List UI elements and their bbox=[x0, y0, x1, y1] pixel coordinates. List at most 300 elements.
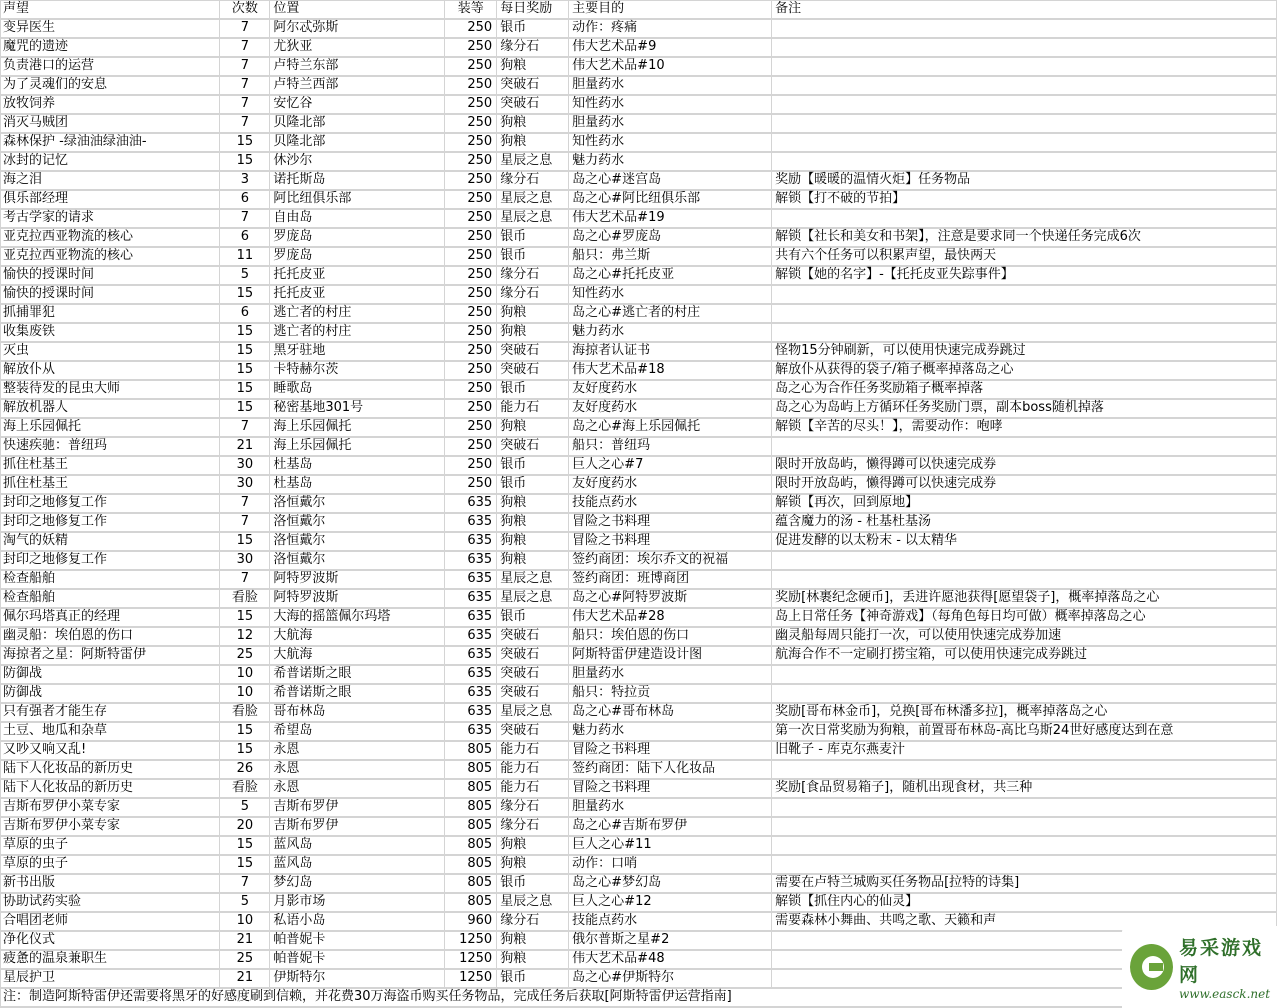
cell-remarks[interactable]: 蕴含魔力的汤 - 杜基杜基汤 bbox=[772, 513, 1277, 532]
cell-reputation[interactable]: 佩尔玛塔真正的经理 bbox=[0, 608, 220, 627]
cell-count[interactable]: 7 bbox=[220, 874, 270, 893]
cell-location[interactable]: 永恩 bbox=[270, 741, 445, 760]
cell-main-purpose[interactable]: 冒险之书料理 bbox=[569, 741, 772, 760]
cell-location[interactable]: 黑牙驻地 bbox=[270, 342, 445, 361]
cell-main-purpose[interactable]: 魅力药水 bbox=[569, 323, 772, 342]
cell-location[interactable]: 贝隆北部 bbox=[270, 133, 445, 152]
cell-count[interactable]: 15 bbox=[220, 608, 270, 627]
cell-remarks[interactable] bbox=[772, 152, 1277, 171]
cell-main-purpose[interactable]: 友好度药水 bbox=[569, 399, 772, 418]
header-cell-item-level[interactable]: 装等 bbox=[445, 0, 497, 19]
cell-item-level[interactable]: 250 bbox=[445, 133, 497, 152]
cell-item-level[interactable]: 250 bbox=[445, 342, 497, 361]
cell-item-level[interactable]: 250 bbox=[445, 323, 497, 342]
cell-item-level[interactable]: 250 bbox=[445, 285, 497, 304]
cell-daily-reward[interactable]: 狗粮 bbox=[497, 551, 569, 570]
cell-count[interactable]: 7 bbox=[220, 57, 270, 76]
cell-remarks[interactable]: 限时开放岛屿，懒得蹲可以快速完成券 bbox=[772, 456, 1277, 475]
cell-location[interactable]: 永恩 bbox=[270, 760, 445, 779]
cell-main-purpose[interactable]: 阿斯特雷伊建造设计图 bbox=[569, 646, 772, 665]
cell-reputation[interactable]: 疲惫的温泉兼职生 bbox=[0, 950, 220, 969]
cell-item-level[interactable]: 250 bbox=[445, 266, 497, 285]
cell-count[interactable]: 15 bbox=[220, 380, 270, 399]
cell-main-purpose[interactable]: 动作：口哨 bbox=[569, 855, 772, 874]
cell-reputation[interactable]: 愉快的授课时间 bbox=[0, 285, 220, 304]
cell-count[interactable]: 6 bbox=[220, 190, 270, 209]
cell-item-level[interactable]: 250 bbox=[445, 209, 497, 228]
cell-reputation[interactable]: 新书出版 bbox=[0, 874, 220, 893]
cell-main-purpose[interactable]: 冒险之书料理 bbox=[569, 779, 772, 798]
cell-daily-reward[interactable]: 狗粮 bbox=[497, 114, 569, 133]
cell-daily-reward[interactable]: 银币 bbox=[497, 380, 569, 399]
cell-item-level[interactable]: 635 bbox=[445, 589, 497, 608]
cell-daily-reward[interactable]: 缘分石 bbox=[497, 912, 569, 931]
cell-count[interactable]: 3 bbox=[220, 171, 270, 190]
cell-count[interactable]: 26 bbox=[220, 760, 270, 779]
cell-remarks[interactable]: 解锁【抓住内心的仙灵】 bbox=[772, 893, 1277, 912]
cell-count[interactable]: 15 bbox=[220, 855, 270, 874]
cell-reputation[interactable]: 淘气的妖精 bbox=[0, 532, 220, 551]
cell-reputation[interactable]: 陆下人化妆品的新历史 bbox=[0, 779, 220, 798]
cell-main-purpose[interactable]: 岛之心#托托皮亚 bbox=[569, 266, 772, 285]
cell-reputation[interactable]: 只有强者才能生存 bbox=[0, 703, 220, 722]
cell-count[interactable]: 15 bbox=[220, 532, 270, 551]
cell-reputation[interactable]: 抓住杜基王 bbox=[0, 456, 220, 475]
cell-remarks[interactable]: 限时开放岛屿，懒得蹲可以快速完成券 bbox=[772, 475, 1277, 494]
cell-reputation[interactable]: 又吵又响又乱! bbox=[0, 741, 220, 760]
cell-reputation[interactable]: 抓捕罪犯 bbox=[0, 304, 220, 323]
cell-daily-reward[interactable]: 缘分石 bbox=[497, 798, 569, 817]
cell-count[interactable]: 21 bbox=[220, 437, 270, 456]
cell-daily-reward[interactable]: 能力石 bbox=[497, 779, 569, 798]
cell-main-purpose[interactable]: 岛之心#阿特罗波斯 bbox=[569, 589, 772, 608]
cell-count[interactable]: 15 bbox=[220, 323, 270, 342]
cell-location[interactable]: 阿比纽俱乐部 bbox=[270, 190, 445, 209]
cell-remarks[interactable]: 奖励【暖暖的温情火炬】任务物品 bbox=[772, 171, 1277, 190]
cell-daily-reward[interactable]: 狗粮 bbox=[497, 855, 569, 874]
cell-location[interactable]: 海上乐园佩托 bbox=[270, 418, 445, 437]
cell-location[interactable]: 永恩 bbox=[270, 779, 445, 798]
cell-item-level[interactable]: 805 bbox=[445, 893, 497, 912]
cell-count[interactable]: 7 bbox=[220, 418, 270, 437]
cell-reputation[interactable]: 草原的虫子 bbox=[0, 836, 220, 855]
cell-main-purpose[interactable]: 胆量药水 bbox=[569, 76, 772, 95]
cell-main-purpose[interactable]: 船只：特拉贡 bbox=[569, 684, 772, 703]
cell-reputation[interactable]: 亚克拉西亚物流的核心 bbox=[0, 247, 220, 266]
cell-main-purpose[interactable]: 知性药水 bbox=[569, 133, 772, 152]
cell-daily-reward[interactable]: 能力石 bbox=[497, 399, 569, 418]
cell-daily-reward[interactable]: 缘分石 bbox=[497, 285, 569, 304]
cell-item-level[interactable]: 805 bbox=[445, 817, 497, 836]
cell-daily-reward[interactable]: 狗粮 bbox=[497, 323, 569, 342]
cell-item-level[interactable]: 635 bbox=[445, 532, 497, 551]
cell-reputation[interactable]: 海上乐园佩托 bbox=[0, 418, 220, 437]
cell-item-level[interactable]: 805 bbox=[445, 779, 497, 798]
cell-reputation[interactable]: 吉斯布罗伊小菜专家 bbox=[0, 798, 220, 817]
cell-count[interactable]: 15 bbox=[220, 133, 270, 152]
cell-reputation[interactable]: 俱乐部经理 bbox=[0, 190, 220, 209]
cell-remarks[interactable]: 需要在卢特兰城购买任务物品[拉特的诗集] bbox=[772, 874, 1277, 893]
cell-location[interactable]: 蓝风岛 bbox=[270, 836, 445, 855]
cell-main-purpose[interactable]: 巨人之心#12 bbox=[569, 893, 772, 912]
cell-item-level[interactable]: 805 bbox=[445, 798, 497, 817]
cell-location[interactable]: 秘密基地301号 bbox=[270, 399, 445, 418]
cell-main-purpose[interactable]: 胆量药水 bbox=[569, 798, 772, 817]
cell-item-level[interactable]: 250 bbox=[445, 418, 497, 437]
cell-item-level[interactable]: 250 bbox=[445, 19, 497, 38]
cell-reputation[interactable]: 快速疾驰：普纽玛 bbox=[0, 437, 220, 456]
cell-main-purpose[interactable]: 岛之心#伊斯特尔 bbox=[569, 969, 772, 988]
cell-location[interactable]: 大航海 bbox=[270, 627, 445, 646]
cell-location[interactable]: 卢特兰西部 bbox=[270, 76, 445, 95]
cell-location[interactable]: 蓝风岛 bbox=[270, 855, 445, 874]
cell-location[interactable]: 帕普妮卡 bbox=[270, 931, 445, 950]
cell-count[interactable]: 15 bbox=[220, 361, 270, 380]
cell-reputation[interactable]: 为了灵魂们的安息 bbox=[0, 76, 220, 95]
cell-remarks[interactable]: 第一次日常奖励为狗粮，前置哥布林岛-高比乌斯24世好感度达到在意 bbox=[772, 722, 1277, 741]
cell-daily-reward[interactable]: 突破石 bbox=[497, 684, 569, 703]
cell-main-purpose[interactable]: 知性药水 bbox=[569, 95, 772, 114]
cell-reputation[interactable]: 解放仆从 bbox=[0, 361, 220, 380]
cell-location[interactable]: 洛恒戴尔 bbox=[270, 513, 445, 532]
cell-count[interactable]: 21 bbox=[220, 969, 270, 988]
cell-daily-reward[interactable]: 星辰之息 bbox=[497, 893, 569, 912]
cell-reputation[interactable]: 抓住杜基王 bbox=[0, 475, 220, 494]
cell-main-purpose[interactable]: 冒险之书料理 bbox=[569, 513, 772, 532]
cell-item-level[interactable]: 250 bbox=[445, 57, 497, 76]
cell-count[interactable]: 30 bbox=[220, 551, 270, 570]
cell-location[interactable]: 大航海 bbox=[270, 646, 445, 665]
cell-daily-reward[interactable]: 星辰之息 bbox=[497, 190, 569, 209]
cell-daily-reward[interactable]: 银币 bbox=[497, 475, 569, 494]
cell-remarks[interactable] bbox=[772, 817, 1277, 836]
cell-daily-reward[interactable]: 突破石 bbox=[497, 722, 569, 741]
cell-daily-reward[interactable]: 狗粮 bbox=[497, 836, 569, 855]
cell-count[interactable]: 15 bbox=[220, 399, 270, 418]
cell-remarks[interactable] bbox=[772, 76, 1277, 95]
cell-count[interactable]: 15 bbox=[220, 741, 270, 760]
cell-item-level[interactable]: 250 bbox=[445, 171, 497, 190]
cell-remarks[interactable]: 岛上日常任务【神奇游戏】（每角色每日均可做）概率掉落岛之心 bbox=[772, 608, 1277, 627]
cell-item-level[interactable]: 635 bbox=[445, 703, 497, 722]
cell-main-purpose[interactable]: 伟大艺术品#9 bbox=[569, 38, 772, 57]
cell-location[interactable]: 吉斯布罗伊 bbox=[270, 798, 445, 817]
cell-item-level[interactable]: 250 bbox=[445, 456, 497, 475]
cell-main-purpose[interactable]: 伟大艺术品#28 bbox=[569, 608, 772, 627]
cell-count[interactable]: 7 bbox=[220, 513, 270, 532]
cell-count[interactable]: 6 bbox=[220, 228, 270, 247]
cell-count[interactable]: 25 bbox=[220, 646, 270, 665]
cell-count[interactable]: 看脸 bbox=[220, 703, 270, 722]
cell-main-purpose[interactable]: 伟大艺术品#10 bbox=[569, 57, 772, 76]
cell-count[interactable]: 12 bbox=[220, 627, 270, 646]
cell-main-purpose[interactable]: 魅力药水 bbox=[569, 152, 772, 171]
cell-daily-reward[interactable]: 银币 bbox=[497, 969, 569, 988]
cell-remarks[interactable] bbox=[772, 209, 1277, 228]
cell-daily-reward[interactable]: 狗粮 bbox=[497, 532, 569, 551]
cell-daily-reward[interactable]: 缘分石 bbox=[497, 171, 569, 190]
cell-count[interactable]: 30 bbox=[220, 456, 270, 475]
cell-remarks[interactable] bbox=[772, 285, 1277, 304]
cell-remarks[interactable] bbox=[772, 95, 1277, 114]
cell-count[interactable]: 7 bbox=[220, 38, 270, 57]
cell-main-purpose[interactable]: 岛之心#迷宫岛 bbox=[569, 171, 772, 190]
cell-item-level[interactable]: 250 bbox=[445, 114, 497, 133]
cell-remarks[interactable]: 奖励[哥布林金币]，兑换[哥布林潘多拉]，概率掉落岛之心 bbox=[772, 703, 1277, 722]
cell-location[interactable]: 希普诺斯之眼 bbox=[270, 684, 445, 703]
cell-item-level[interactable]: 250 bbox=[445, 190, 497, 209]
cell-location[interactable]: 睡歌岛 bbox=[270, 380, 445, 399]
cell-daily-reward[interactable]: 突破石 bbox=[497, 342, 569, 361]
cell-count[interactable]: 10 bbox=[220, 684, 270, 703]
cell-item-level[interactable]: 805 bbox=[445, 741, 497, 760]
cell-main-purpose[interactable]: 友好度药水 bbox=[569, 475, 772, 494]
cell-main-purpose[interactable]: 胆量药水 bbox=[569, 665, 772, 684]
cell-location[interactable]: 卢特兰东部 bbox=[270, 57, 445, 76]
cell-location[interactable]: 伊斯特尔 bbox=[270, 969, 445, 988]
cell-location[interactable]: 罗庞岛 bbox=[270, 228, 445, 247]
cell-remarks[interactable] bbox=[772, 19, 1277, 38]
cell-count[interactable]: 5 bbox=[220, 798, 270, 817]
cell-count[interactable]: 11 bbox=[220, 247, 270, 266]
cell-location[interactable]: 哥布林岛 bbox=[270, 703, 445, 722]
cell-item-level[interactable]: 805 bbox=[445, 836, 497, 855]
cell-remarks[interactable]: 岛之心为合作任务奖励箱子概率掉落 bbox=[772, 380, 1277, 399]
cell-main-purpose[interactable]: 岛之心#哥布林岛 bbox=[569, 703, 772, 722]
cell-daily-reward[interactable]: 缘分石 bbox=[497, 817, 569, 836]
cell-reputation[interactable]: 草原的虫子 bbox=[0, 855, 220, 874]
cell-reputation[interactable]: 封印之地修复工作 bbox=[0, 551, 220, 570]
cell-reputation[interactable]: 封印之地修复工作 bbox=[0, 513, 220, 532]
cell-reputation[interactable]: 魔咒的遗迹 bbox=[0, 38, 220, 57]
cell-remarks[interactable] bbox=[772, 304, 1277, 323]
cell-location[interactable]: 安忆谷 bbox=[270, 95, 445, 114]
cell-remarks[interactable]: 需要森林小舞曲、共鸣之歌、天籁和声 bbox=[772, 912, 1277, 931]
cell-count[interactable]: 30 bbox=[220, 475, 270, 494]
cell-count[interactable]: 20 bbox=[220, 817, 270, 836]
cell-remarks[interactable] bbox=[772, 665, 1277, 684]
cell-daily-reward[interactable]: 突破石 bbox=[497, 437, 569, 456]
cell-main-purpose[interactable]: 岛之心#罗庞岛 bbox=[569, 228, 772, 247]
cell-reputation[interactable]: 整装待发的昆虫大师 bbox=[0, 380, 220, 399]
cell-count[interactable]: 10 bbox=[220, 912, 270, 931]
cell-location[interactable]: 自由岛 bbox=[270, 209, 445, 228]
cell-remarks[interactable] bbox=[772, 836, 1277, 855]
cell-daily-reward[interactable]: 缘分石 bbox=[497, 266, 569, 285]
cell-main-purpose[interactable]: 岛之心#逃亡者的村庄 bbox=[569, 304, 772, 323]
cell-location[interactable]: 吉斯布罗伊 bbox=[270, 817, 445, 836]
cell-daily-reward[interactable]: 银币 bbox=[497, 456, 569, 475]
cell-main-purpose[interactable]: 友好度药水 bbox=[569, 380, 772, 399]
cell-count[interactable]: 25 bbox=[220, 950, 270, 969]
cell-location[interactable]: 帕普妮卡 bbox=[270, 950, 445, 969]
cell-daily-reward[interactable]: 能力石 bbox=[497, 760, 569, 779]
cell-location[interactable]: 杜基岛 bbox=[270, 475, 445, 494]
header-cell-location[interactable]: 位置 bbox=[270, 0, 445, 19]
cell-daily-reward[interactable]: 缘分石 bbox=[497, 38, 569, 57]
header-cell-daily-reward[interactable]: 每日奖励 bbox=[497, 0, 569, 19]
cell-remarks[interactable]: 解锁【辛苦的尽头！】，需要动作：咆哮 bbox=[772, 418, 1277, 437]
cell-daily-reward[interactable]: 狗粮 bbox=[497, 950, 569, 969]
cell-count[interactable]: 7 bbox=[220, 114, 270, 133]
cell-reputation[interactable]: 森林保护 -绿油油绿油油- bbox=[0, 133, 220, 152]
cell-reputation[interactable]: 愉快的授课时间 bbox=[0, 266, 220, 285]
cell-item-level[interactable]: 250 bbox=[445, 437, 497, 456]
cell-main-purpose[interactable]: 船只：埃伯恩的伤口 bbox=[569, 627, 772, 646]
cell-reputation[interactable]: 放牧饲养 bbox=[0, 95, 220, 114]
cell-daily-reward[interactable]: 突破石 bbox=[497, 665, 569, 684]
cell-main-purpose[interactable]: 岛之心#阿比纽俱乐部 bbox=[569, 190, 772, 209]
cell-item-level[interactable]: 250 bbox=[445, 361, 497, 380]
cell-daily-reward[interactable]: 狗粮 bbox=[497, 494, 569, 513]
cell-remarks[interactable]: 解锁【她的名字】-【托托皮亚失踪事件】 bbox=[772, 266, 1277, 285]
cell-remarks[interactable] bbox=[772, 684, 1277, 703]
cell-item-level[interactable]: 635 bbox=[445, 627, 497, 646]
header-cell-main-purpose[interactable]: 主要目的 bbox=[569, 0, 772, 19]
cell-daily-reward[interactable]: 银币 bbox=[497, 247, 569, 266]
cell-count[interactable]: 7 bbox=[220, 19, 270, 38]
cell-main-purpose[interactable]: 胆量药水 bbox=[569, 114, 772, 133]
cell-remarks[interactable]: 解锁【社长和美女和书架】，注意是要求同一个快递任务完成6次 bbox=[772, 228, 1277, 247]
cell-reputation[interactable]: 变异医生 bbox=[0, 19, 220, 38]
cell-main-purpose[interactable]: 知性药水 bbox=[569, 285, 772, 304]
cell-count[interactable]: 15 bbox=[220, 285, 270, 304]
cell-count[interactable]: 15 bbox=[220, 152, 270, 171]
cell-count[interactable]: 看脸 bbox=[220, 589, 270, 608]
cell-reputation[interactable]: 检查船舶 bbox=[0, 589, 220, 608]
cell-daily-reward[interactable]: 银币 bbox=[497, 228, 569, 247]
cell-item-level[interactable]: 805 bbox=[445, 874, 497, 893]
cell-remarks[interactable] bbox=[772, 133, 1277, 152]
cell-daily-reward[interactable]: 突破石 bbox=[497, 76, 569, 95]
cell-main-purpose[interactable]: 巨人之心#11 bbox=[569, 836, 772, 855]
cell-item-level[interactable]: 250 bbox=[445, 38, 497, 57]
cell-reputation[interactable]: 亚克拉西亚物流的核心 bbox=[0, 228, 220, 247]
cell-location[interactable]: 希望岛 bbox=[270, 722, 445, 741]
cell-reputation[interactable]: 合唱团老师 bbox=[0, 912, 220, 931]
cell-item-level[interactable]: 635 bbox=[445, 608, 497, 627]
cell-daily-reward[interactable]: 银币 bbox=[497, 874, 569, 893]
cell-item-level[interactable]: 250 bbox=[445, 247, 497, 266]
cell-main-purpose[interactable]: 巨人之心#7 bbox=[569, 456, 772, 475]
cell-item-level[interactable]: 635 bbox=[445, 722, 497, 741]
cell-count[interactable]: 7 bbox=[220, 76, 270, 95]
cell-location[interactable]: 尤狄亚 bbox=[270, 38, 445, 57]
cell-remarks[interactable] bbox=[772, 798, 1277, 817]
cell-main-purpose[interactable]: 动作：疼痛 bbox=[569, 19, 772, 38]
cell-item-level[interactable]: 635 bbox=[445, 646, 497, 665]
cell-main-purpose[interactable]: 冒险之书料理 bbox=[569, 532, 772, 551]
cell-item-level[interactable]: 805 bbox=[445, 760, 497, 779]
cell-location[interactable]: 逃亡者的村庄 bbox=[270, 323, 445, 342]
cell-main-purpose[interactable]: 岛之心#梦幻岛 bbox=[569, 874, 772, 893]
cell-daily-reward[interactable]: 突破石 bbox=[497, 95, 569, 114]
cell-remarks[interactable]: 怪物15分钟刷新，可以使用快速完成券跳过 bbox=[772, 342, 1277, 361]
cell-main-purpose[interactable]: 技能点药水 bbox=[569, 494, 772, 513]
cell-remarks[interactable]: 解放仆从获得的袋子/箱子概率掉落岛之心 bbox=[772, 361, 1277, 380]
cell-daily-reward[interactable]: 银币 bbox=[497, 19, 569, 38]
cell-remarks[interactable] bbox=[772, 570, 1277, 589]
cell-remarks[interactable] bbox=[772, 855, 1277, 874]
cell-remarks[interactable]: 解锁【打不破的节拍】 bbox=[772, 190, 1277, 209]
cell-remarks[interactable] bbox=[772, 38, 1277, 57]
cell-daily-reward[interactable]: 星辰之息 bbox=[497, 570, 569, 589]
cell-daily-reward[interactable]: 狗粮 bbox=[497, 304, 569, 323]
cell-location[interactable]: 月影市场 bbox=[270, 893, 445, 912]
cell-main-purpose[interactable]: 技能点药水 bbox=[569, 912, 772, 931]
cell-main-purpose[interactable]: 船只：弗兰斯 bbox=[569, 247, 772, 266]
header-cell-count[interactable]: 次数 bbox=[220, 0, 270, 19]
cell-count[interactable]: 6 bbox=[220, 304, 270, 323]
cell-reputation[interactable]: 考古学家的请求 bbox=[0, 209, 220, 228]
cell-daily-reward[interactable]: 狗粮 bbox=[497, 418, 569, 437]
cell-item-level[interactable]: 635 bbox=[445, 513, 497, 532]
cell-location[interactable]: 休沙尔 bbox=[270, 152, 445, 171]
cell-reputation[interactable]: 陆下人化妆品的新历史 bbox=[0, 760, 220, 779]
cell-count[interactable]: 看脸 bbox=[220, 779, 270, 798]
cell-remarks[interactable]: 奖励[林裹纪念硬币]，丢进许愿池获得[愿望袋子]，概率掉落岛之心 bbox=[772, 589, 1277, 608]
cell-remarks[interactable] bbox=[772, 760, 1277, 779]
cell-remarks[interactable]: 航海合作不一定刷打捞宝箱，可以使用快速完成券跳过 bbox=[772, 646, 1277, 665]
cell-location[interactable]: 托托皮亚 bbox=[270, 266, 445, 285]
cell-remarks[interactable]: 奖励[食品贸易箱子]，随机出现食材，共三种 bbox=[772, 779, 1277, 798]
cell-remarks[interactable] bbox=[772, 437, 1277, 456]
cell-reputation[interactable]: 防御战 bbox=[0, 684, 220, 703]
cell-count[interactable]: 10 bbox=[220, 665, 270, 684]
cell-count[interactable]: 5 bbox=[220, 266, 270, 285]
cell-daily-reward[interactable]: 星辰之息 bbox=[497, 589, 569, 608]
cell-reputation[interactable]: 协助试药实验 bbox=[0, 893, 220, 912]
cell-reputation[interactable]: 海掠者之星：阿斯特雷伊 bbox=[0, 646, 220, 665]
cell-daily-reward[interactable]: 星辰之息 bbox=[497, 152, 569, 171]
cell-remarks[interactable] bbox=[772, 114, 1277, 133]
cell-location[interactable]: 梦幻岛 bbox=[270, 874, 445, 893]
cell-count[interactable]: 15 bbox=[220, 342, 270, 361]
cell-location[interactable]: 诺托斯岛 bbox=[270, 171, 445, 190]
cell-daily-reward[interactable]: 银币 bbox=[497, 608, 569, 627]
cell-remarks[interactable]: 幽灵船每周只能打一次，可以使用快速完成券加速 bbox=[772, 627, 1277, 646]
cell-location[interactable]: 希普诺斯之眼 bbox=[270, 665, 445, 684]
cell-item-level[interactable]: 635 bbox=[445, 665, 497, 684]
cell-location[interactable]: 私语小岛 bbox=[270, 912, 445, 931]
cell-remarks[interactable] bbox=[772, 323, 1277, 342]
cell-count[interactable]: 7 bbox=[220, 494, 270, 513]
cell-location[interactable]: 洛恒戴尔 bbox=[270, 494, 445, 513]
cell-reputation[interactable]: 星辰护卫 bbox=[0, 969, 220, 988]
cell-reputation[interactable]: 负责港口的运营 bbox=[0, 57, 220, 76]
cell-remarks[interactable]: 岛之心为岛屿上方循环任务奖励门票，副本boss随机掉落 bbox=[772, 399, 1277, 418]
cell-daily-reward[interactable]: 突破石 bbox=[497, 646, 569, 665]
cell-daily-reward[interactable]: 突破石 bbox=[497, 361, 569, 380]
cell-location[interactable]: 逃亡者的村庄 bbox=[270, 304, 445, 323]
note-text[interactable]: 注：制造阿斯特雷伊还需要将黑牙的好感度刷到信赖，并花费30万海盗币购买任务物品，完成任务后获取[阿斯特雷伊运营指南] bbox=[0, 988, 1277, 1007]
cell-item-level[interactable]: 805 bbox=[445, 855, 497, 874]
cell-reputation[interactable]: 净化仪式 bbox=[0, 931, 220, 950]
cell-daily-reward[interactable]: 星辰之息 bbox=[497, 703, 569, 722]
cell-location[interactable]: 海上乐园佩托 bbox=[270, 437, 445, 456]
cell-daily-reward[interactable]: 狗粮 bbox=[497, 133, 569, 152]
cell-location[interactable]: 阿特罗波斯 bbox=[270, 570, 445, 589]
cell-location[interactable]: 大海的摇篮佩尔玛塔 bbox=[270, 608, 445, 627]
cell-main-purpose[interactable]: 俄尔普斯之星#2 bbox=[569, 931, 772, 950]
cell-main-purpose[interactable]: 伟大艺术品#18 bbox=[569, 361, 772, 380]
cell-location[interactable]: 阿特罗波斯 bbox=[270, 589, 445, 608]
cell-location[interactable]: 托托皮亚 bbox=[270, 285, 445, 304]
cell-reputation[interactable]: 检查船舶 bbox=[0, 570, 220, 589]
cell-location[interactable]: 杜基岛 bbox=[270, 456, 445, 475]
cell-count[interactable]: 7 bbox=[220, 95, 270, 114]
cell-location[interactable]: 洛恒戴尔 bbox=[270, 551, 445, 570]
